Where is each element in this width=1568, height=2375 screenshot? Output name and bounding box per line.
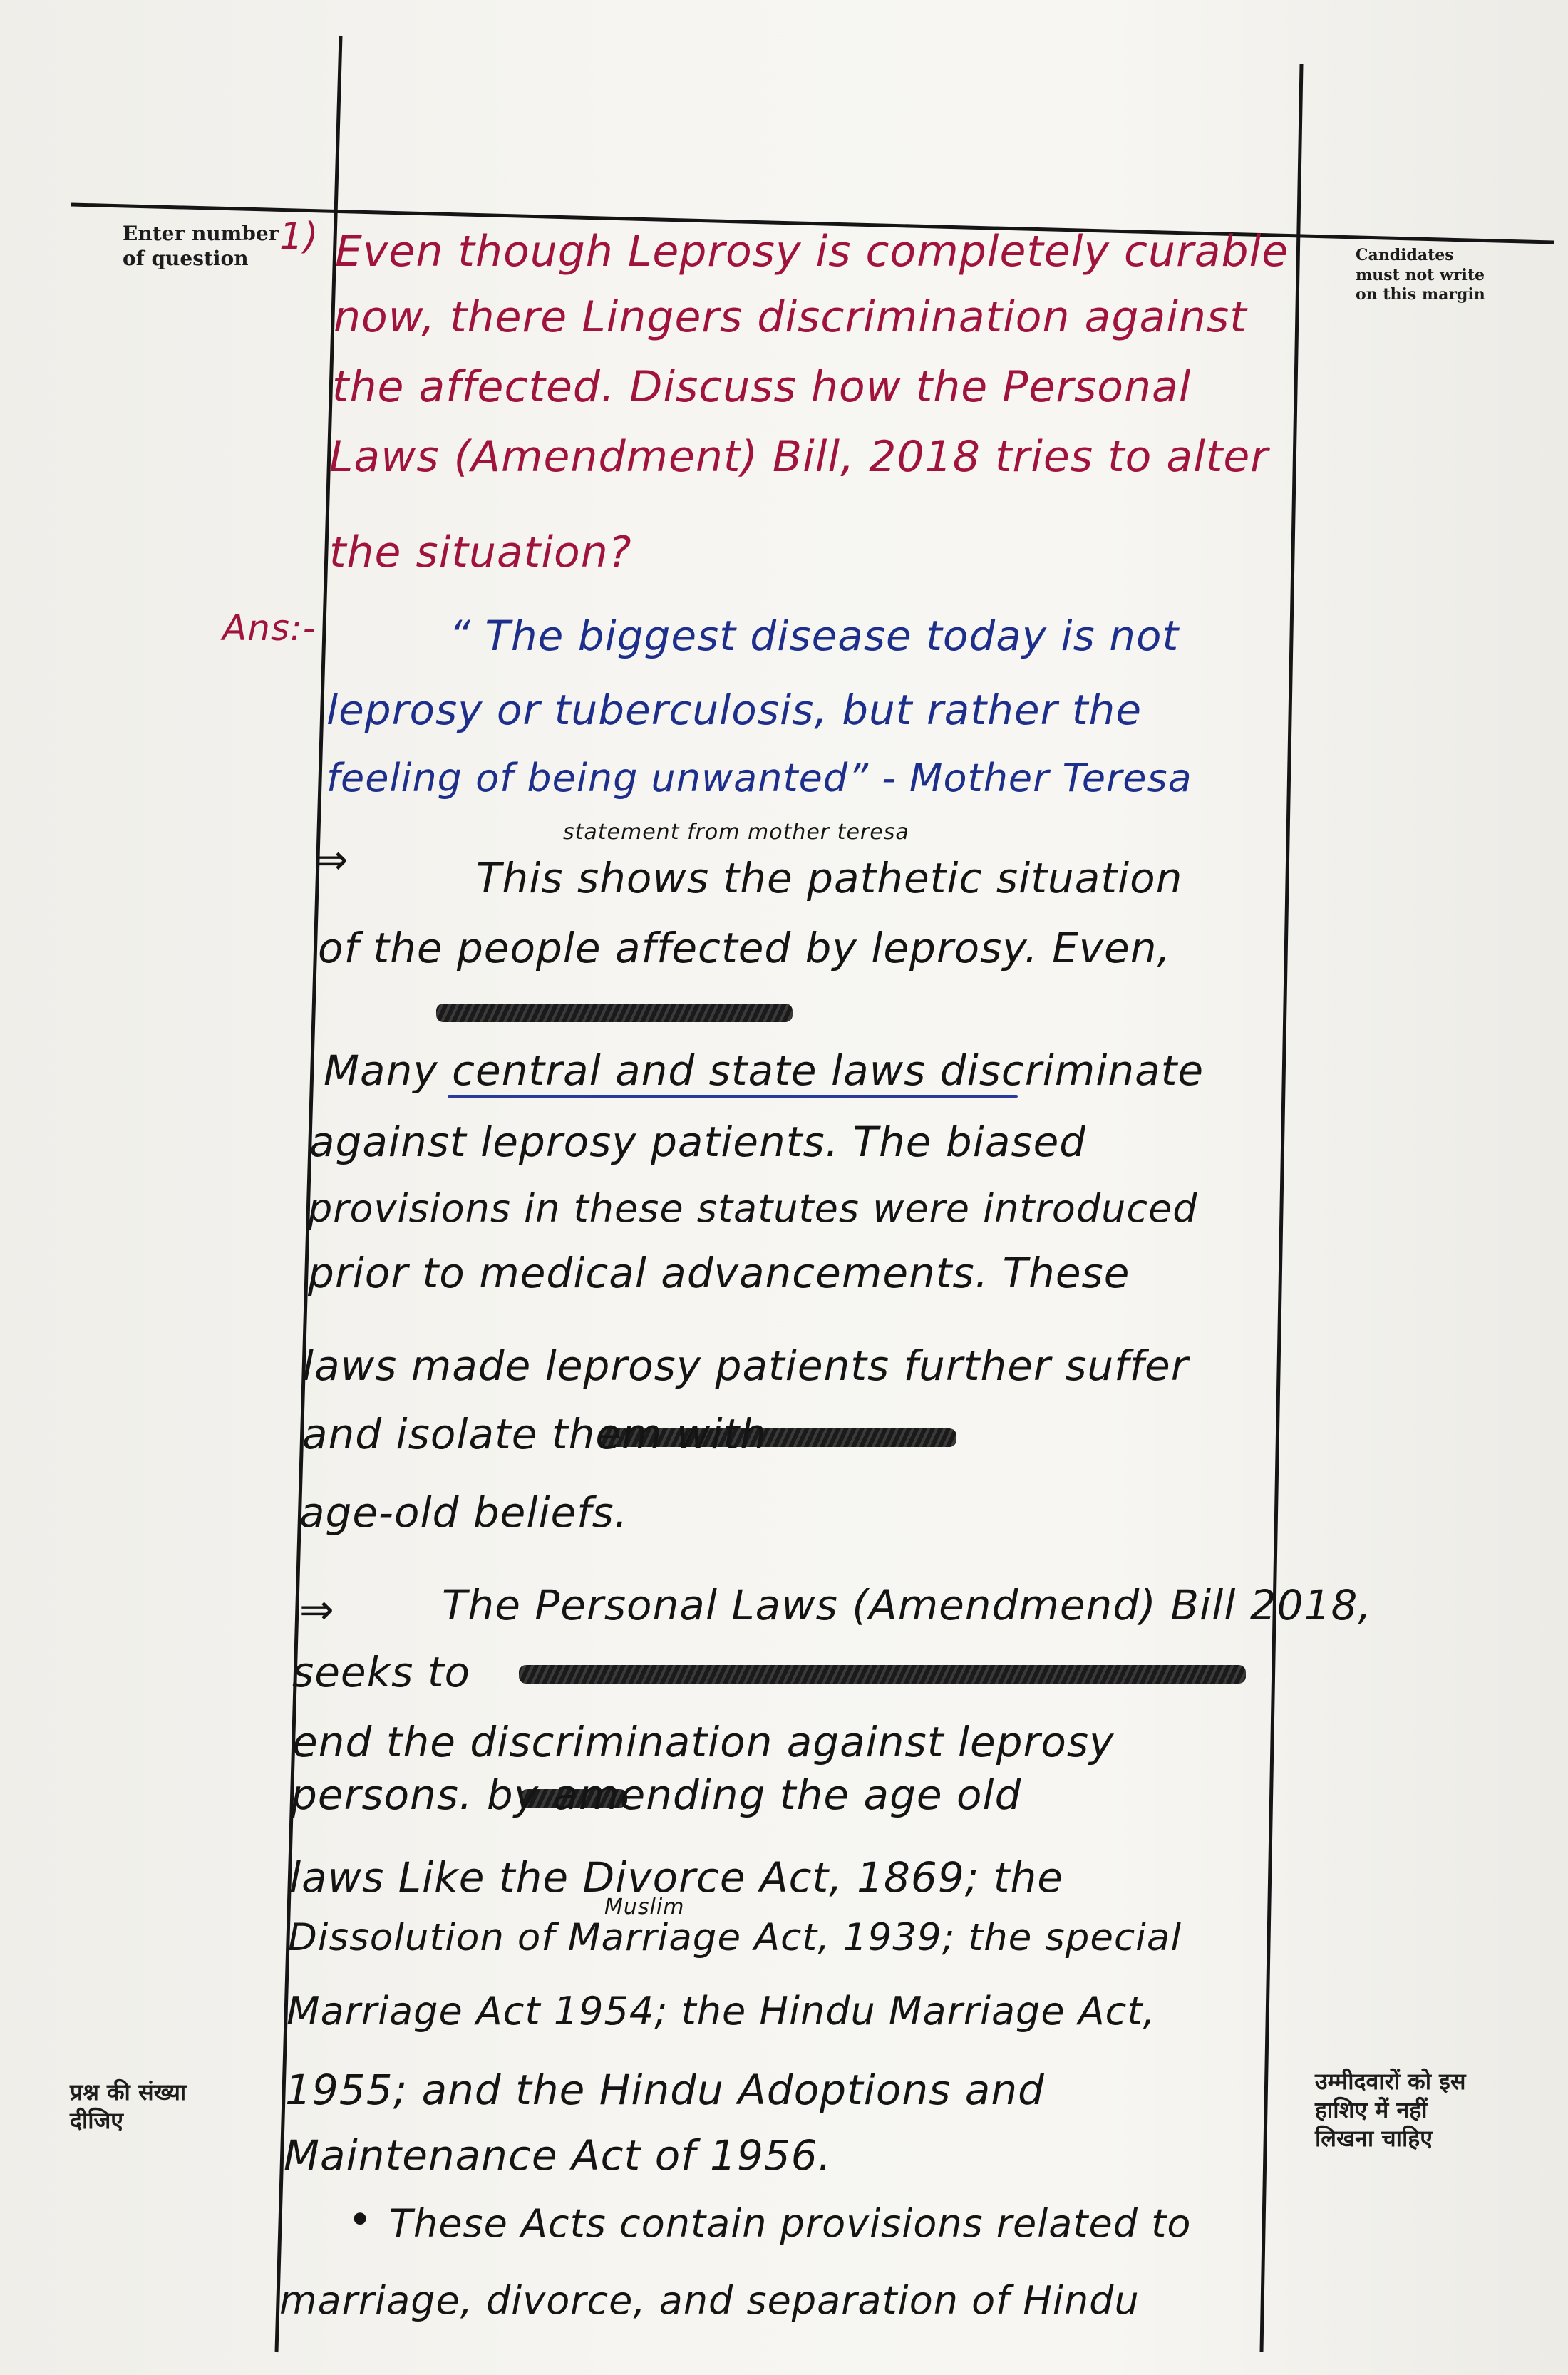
para1-line-6: prior to medical advancements. These bbox=[308, 1249, 1130, 1297]
para3-line-1: These Acts contain provisions related to bbox=[389, 2201, 1192, 2246]
struck-out-words bbox=[519, 1665, 1246, 1684]
answer-label: Ans:- bbox=[222, 607, 316, 649]
quote-line-3: feeling of being unwanted” - Mother Teresa bbox=[326, 756, 1192, 800]
para1-line-8: and isolate them with bbox=[302, 1410, 768, 1458]
para2-line-6: Dissolution of Marriage Act, 1939; the special bbox=[288, 1916, 1182, 1959]
question-number-label-hindi: प्रश्न की संख्या दीजिए bbox=[70, 2078, 187, 2134]
para2-line-4: persons. by amending the age old bbox=[291, 1771, 1022, 1819]
question-number-label: Enter number of question bbox=[123, 222, 279, 270]
para2-line-9: Maintenance Act of 1956. bbox=[284, 2131, 832, 2180]
caret-insertion-muslim: Muslim bbox=[604, 1895, 685, 1920]
quote-line-1: “ The biggest disease today is not bbox=[449, 612, 1180, 660]
struck-out-words bbox=[436, 1004, 793, 1022]
question-line-2: now, there Lingers discrimination against bbox=[334, 292, 1247, 342]
right-margin-line bbox=[1262, 64, 1301, 2352]
para3-line-2: marriage, divorce, and separation of Hindu bbox=[279, 2278, 1140, 2323]
para2-line-3: end the discrimination against leprosy bbox=[292, 1718, 1115, 1766]
question-line-5: the situation? bbox=[329, 527, 632, 577]
arrow-bullet-1: ⇒ bbox=[314, 835, 349, 884]
para1-line-2: of the people affected by leprosy. Even, bbox=[318, 924, 1171, 972]
margin-warning-label: Candidates must not write on this margin bbox=[1356, 246, 1485, 304]
question-number: 1) bbox=[279, 215, 319, 258]
central-state-laws-underline bbox=[448, 1095, 1018, 1098]
para2-line-2: seeks to bbox=[292, 1648, 471, 1696]
margin-warning-label-hindi: उम्मीदवारों को इस हाशिए में नहीं लिखना चाहिए bbox=[1315, 2068, 1466, 2152]
para2-line-5: laws Like the Divorce Act, 1869; the bbox=[289, 1853, 1063, 1902]
question-line-3: the affected. Discuss how the Personal bbox=[332, 362, 1192, 412]
quote-line-2: leprosy or tuberculosis, but rather the bbox=[326, 686, 1143, 734]
para1-line-1: This shows the pathetic situation bbox=[476, 854, 1183, 902]
para1-line-5: provisions in these statutes were introduced bbox=[308, 1186, 1198, 1231]
para2-line-8: 1955; and the Hindu Adoptions and bbox=[285, 2066, 1045, 2114]
question-line-1: Even though Leprosy is completely curable bbox=[335, 227, 1289, 277]
para2-line-7: Marriage Act 1954; the Hindu Marriage Act, bbox=[287, 1989, 1156, 2034]
question-line-4: Laws (Amendment) Bill, 2018 tries to alter bbox=[329, 432, 1269, 482]
para2-line-1: The Personal Laws (Amendmend) Bill 2018, bbox=[442, 1581, 1372, 1629]
para1-line-7: laws made leprosy patients further suffer bbox=[302, 1341, 1189, 1390]
caret-insertion-note: statement from mother teresa bbox=[563, 820, 909, 845]
para1-line-3: Many central and state laws discriminate bbox=[324, 1046, 1205, 1095]
para1-line-4: against leprosy patients. The biased bbox=[309, 1118, 1087, 1166]
para1-line-9: age-old beliefs. bbox=[299, 1488, 629, 1537]
bullet-dot: • bbox=[348, 2195, 373, 2244]
arrow-bullet-2: ⇒ bbox=[299, 1585, 335, 1634]
